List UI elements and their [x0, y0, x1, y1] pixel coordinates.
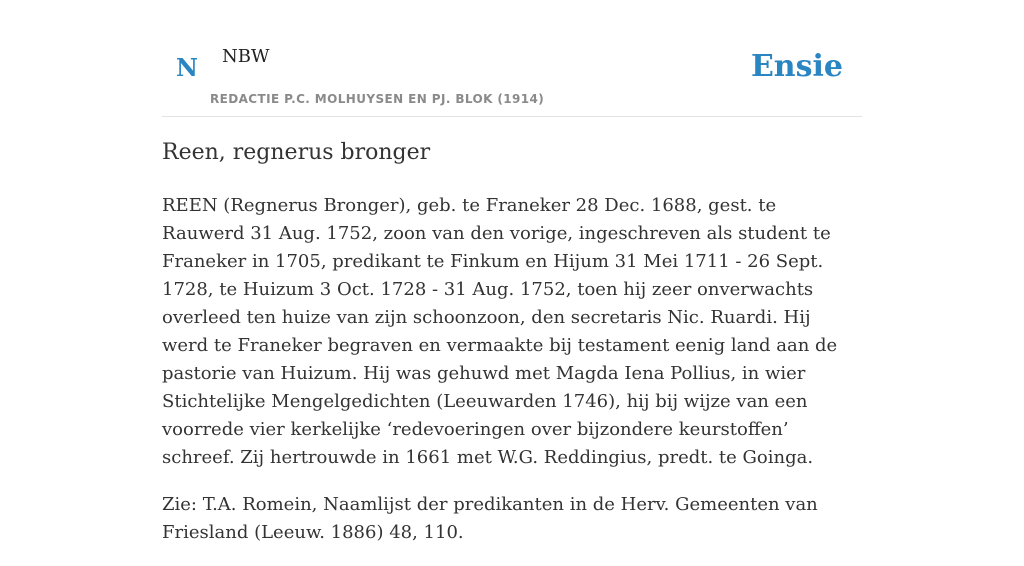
source-editors: REDACTIE P.C. MOLHUYSEN EN PJ. BLOK (1914)	[210, 92, 545, 106]
source-logo[interactable]: N	[176, 53, 198, 82]
entry-paragraph: REEN (Regnerus Bronger), geb. te Franeker 28 Dec. 1688, gest. te Rauwerd 31 Aug. 1752, zoon van den vorige, ingeschreven als student te Franeker in 1705, predikant te Finkum en Hijum 31 Mei 1711 - 26 Sept. 1728, te Huizum 3 Oct. 1728 - 31 Aug. 1752, toen hij zeer onverwachts overleed ten huize van zijn schoonzoon, den secretaris Nic. Ruardi. Hij werd te Franeker begraven en vermaakte bij testament eenig land aan de pastorie van Huizum. Hij was gehuwd met Magda Iena Pollius, in wier Stichtelijke Mengelgedichten (Leeuwarden 1746), hij bij wijze van een voorrede vier kerkelijke ‘redevoeringen over bijzondere keurstoffen’ schreef. Zij hertrouwde in 1661 met W.G. Reddingius, predt. te Goinga.	[162, 195, 838, 468]
source-header	[162, 0, 862, 117]
entry-body	[162, 192, 862, 566]
source-name[interactable]: NBW	[222, 46, 270, 67]
entry-title: Reen, regnerus bronger	[162, 140, 431, 165]
entry-reference: Zie: T.A. Romein, Naamlijst der predikanten in de Herv. Gemeenten van Friesland (Leeuw. 1886) 48, 110.	[162, 494, 818, 543]
ensie-logo[interactable]: Ensie	[750, 49, 843, 84]
